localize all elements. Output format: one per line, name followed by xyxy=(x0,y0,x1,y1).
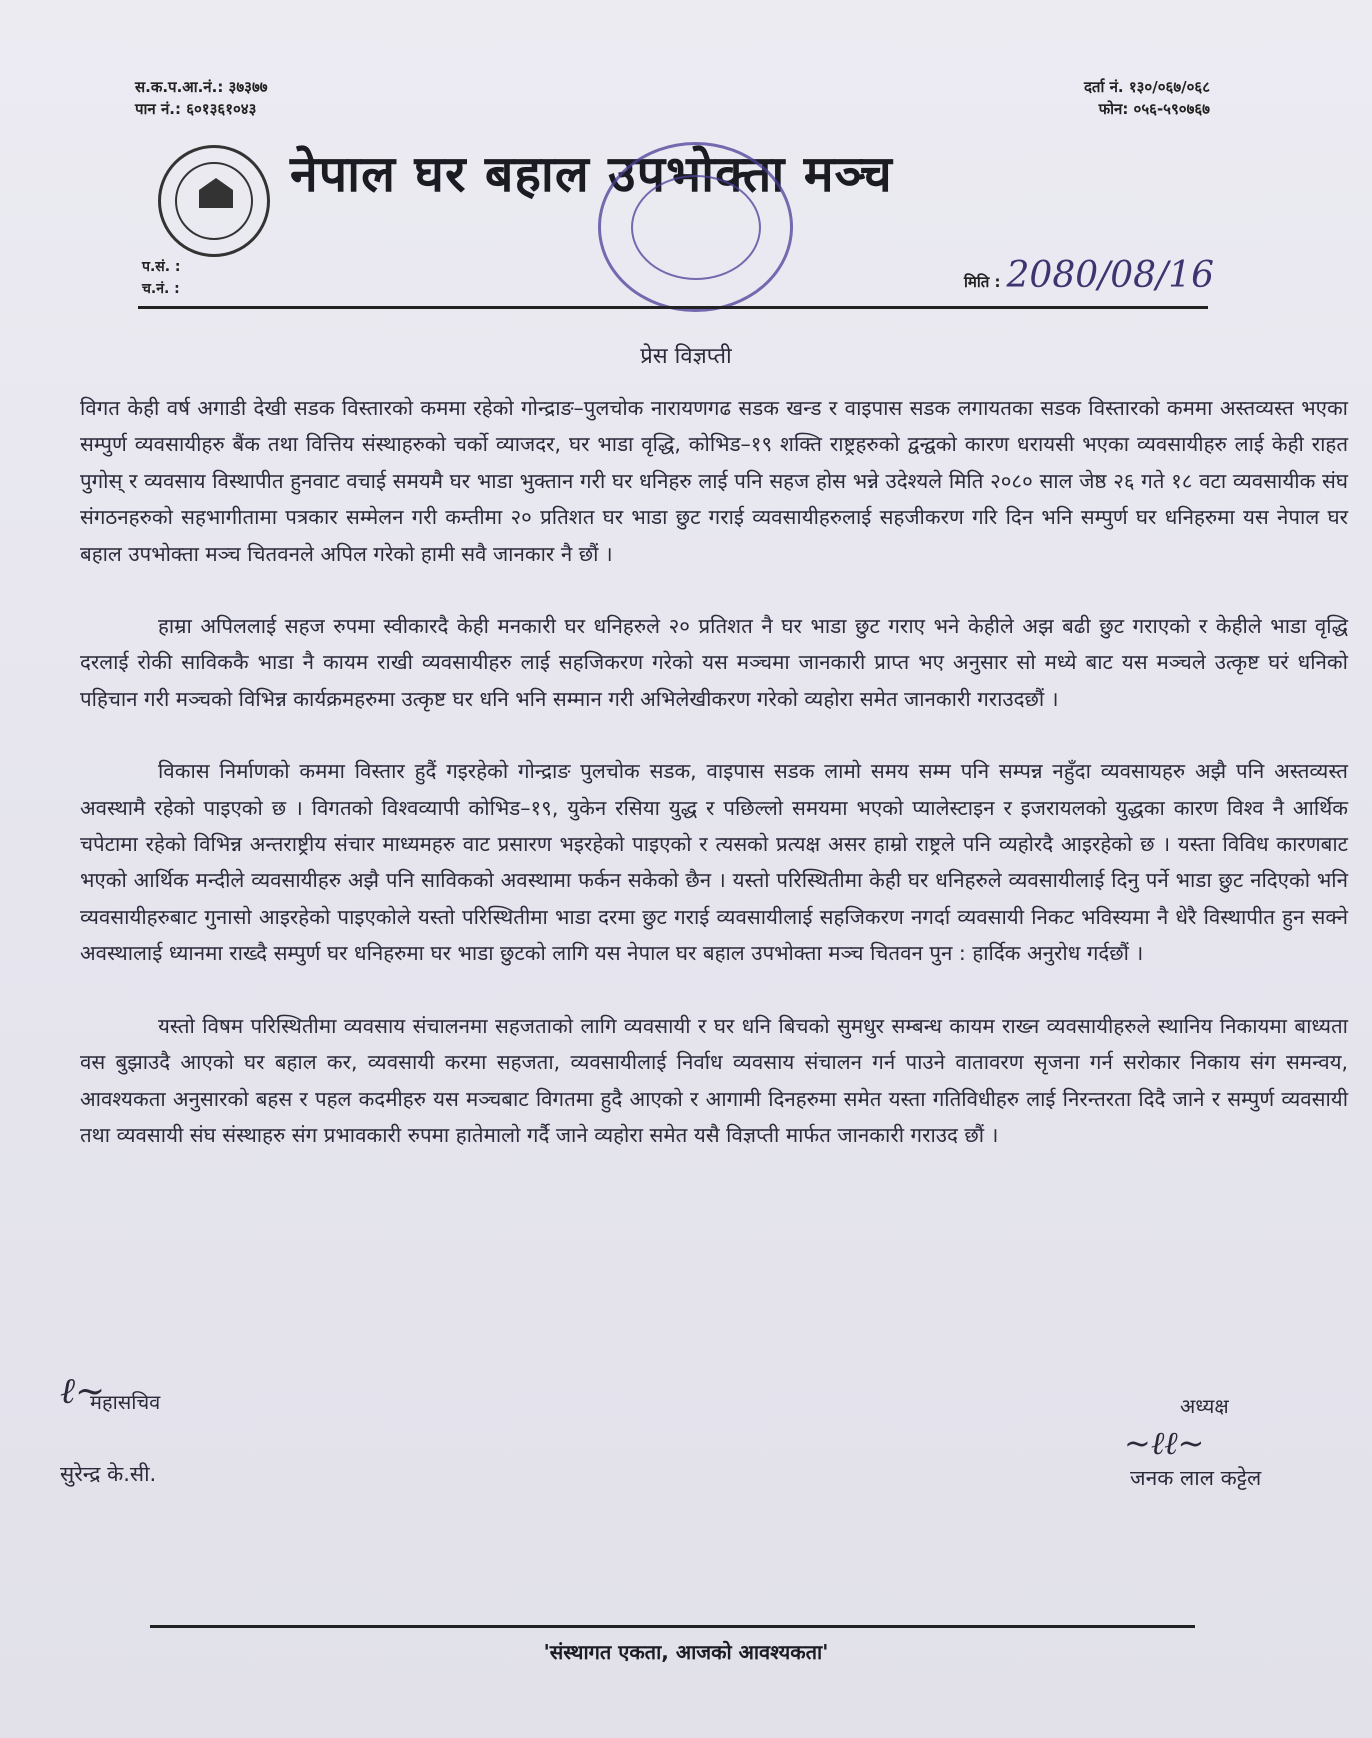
paragraph-3: विकास निर्माणको कममा विस्तार हुदैं गइरहेको गोन्द्राङ पुलचोक सडक, वाइपास सडक लामो समय सम्म पनि सम्पन्न नहुँदा व्यवसायहरु अझै पनि अस्तव्यस्त अवस्थामै रहेको पाइएको छ । विगतको विश्वव्यापी कोभिड–१९, युकेन रसिया युद्ध र पछिल्लो समयमा भएको प्यालेस्टाइन र इजरायलको युद्धका कारण विश्व नै आर्थिक चपेटामा रहेको विभिन्न अन्तराष्ट्रीय संचार माध्यमहरु वाट प्रसारण भइरहेको पाइएको र त्यसको प्रत्यक्ष असर हाम्रो राष्ट्रले पनि व्यहोरदै आइरहेको छ । यस्ता विविध कारणबाट भएको आर्थिक मन्दीले व्यवसायीहरु अझै पनि साविकको अवस्थामा फर्कन सकेको छैन । यस्तो परिस्थितीमा केही घर धनिहरुले व्यवसायीलाई दिनु पर्ने भाडा छुट नदिएको भनि व्यवसायीहरुबाट गुनासो आइरहेको पाइएकोले यस्तो परिस्थितीमा भाडा दरमा छुट गराई व्यवसायीलाई सहजिकरण नगर्दा व्यवसायी निकट भविस्यमा नै धेरै विस्थापीत हुन सक्ने अवस्थालाई ध्यानमा राख्दै सम्पुर्ण घर धनिहरुमा घर भाडा छुटको लागि यस नेपाल घर बहाल उपभोक्ता मञ्च चितवन पुन : हार्दिक अनुरोध गर्दछौं । xyxy=(80,759,1348,966)
office-stamp xyxy=(598,142,793,312)
date-handwritten-value: 2080/08/16 xyxy=(1006,255,1215,296)
signature-scribble: ℓ~ xyxy=(60,1371,106,1412)
seal-inner-ring xyxy=(175,162,253,240)
patra-sankhya-field: प.सं. : xyxy=(142,259,181,275)
registration-info xyxy=(135,76,268,120)
footer-motto: 'संस्थागत एकता, आजको आवश्यकता' xyxy=(543,1640,829,1664)
contact-info xyxy=(1084,76,1210,120)
reference-fields xyxy=(142,256,181,300)
date-field xyxy=(964,255,1214,296)
registration-number: स.क.प.आ.नं.: ३७३७७ xyxy=(135,78,268,96)
president-signature-block xyxy=(1120,1392,1330,1502)
paragraph-2: हाम्रा अपिललाई सहज रुपमा स्वीकारदै केही मनकारी घर धनिहरुले २० प्रतिशत नै घर भाडा छुट गराए भने केहीले अझ बढी छुट गराएको र केहीले भाडा वृद्धि दरलाई रोकी साविककै भाडा नै कायम राखी व्यवसायीहरु लाई सहजिकरण गरेको यस मञ्चमा जानकारी प्राप्त भए अनुसार सो मध्ये बाट यस मञ्चले उत्कृष्ट घरं धनिको पहिचान गरी मञ्चको विभिन्न कार्यक्रमहरुमा उत्कृष्ट घर धनि भनि सम्मान गरी अभिलेखीकरण गरेको व्यहोरा समेत जानकारी गराउदछौं । xyxy=(80,614,1348,711)
date-label: मिति : xyxy=(964,273,1001,291)
general-secretary-role: महासचिव xyxy=(90,1390,161,1414)
signature-scribble: ~ℓℓ~ xyxy=(1124,1424,1205,1462)
pan-number: पान नं.: ६०१३६१०४३ xyxy=(135,100,257,118)
president-name: जनक लाल कट्टेल xyxy=(1130,1466,1262,1490)
paragraph-1: विगत केही वर्ष अगाडी देखी सडक विस्तारको कममा रहेको गोन्द्राङ–पुलचोक नारायणगढ सडक खन्ड र वाइपास सडक लगायतका सडक विस्तारको कममा अस्तव्यस्त भएका सम्पुर्ण व्यवसायीहरु बैंक तथा वित्तिय संस्थाहरुको चर्को व्याजदर, घर भाडा वृद्धि, कोभिड–१९ शक्ति राष्ट्रहरुको द्वन्द्वको कारण धरायसी भएका व्यवसायीहरु लाई केही राहत पुगोस् र व्यवसाय विस्थापीत हुनवाट वचाई समयमै घर भाडा भुक्तान गरी घर धनिहरु लाई पनि सहज होस भन्ने उदेश्यले मिति २०८० साल जेष्ठ २६ गते १८ वटा व्यवसायीक संघ संगठनहरुको सहभागीतामा पत्रकार सम्मेलन गरी कम्तीमा २० प्रतिशत घर भाडा छुट गराई व्यवसायीहरुलाई सहजीकरण गरि दिन भनि सम्पुर्ण घर धनिहरुमा यस नेपाल घर बहाल उपभोक्ता मञ्च चितवनले अपिल गरेको हामी सवै जानकार नै छौं । xyxy=(80,396,1348,566)
notice-title: प्रेस विज्ञप्ती xyxy=(640,344,732,369)
phone-number: फोन: ०५६-५९०७६७ xyxy=(1098,100,1210,118)
darta-number: दर्ता नं. १३०/०६७/०६८ xyxy=(1083,78,1210,96)
header-divider xyxy=(138,306,1208,309)
paragraph-4: यस्तो विषम परिस्थितीमा व्यवसाय संचालनमा सहजताको लागि व्यवसायी र घर धनि बिचको सुमधुर सम्बन्ध कायम राख्न व्यवसायीहरुले स्थानिय निकायमा बाध्यता वस बुझाउदै आएको घर बहाल कर, व्यवसायी करमा सहजता, व्यवसायीलाई निर्वाध व्यवसाय संचालन गर्न पाउने वातावरण सृजना गर्न सरोकार निकाय संग समन्वय, आवश्यकता अनुसारको बहस र पहल कदमीहरु यस मञ्चबाट विगतमा हुदै आएको र आगामी दिनहरुमा समेत यस्ता गतिविधीहरु लाई निरन्तरता दिदै जाने र सम्पुर्ण व्यवसायी तथा व्यवसायी संघ संस्थाहरु संग प्रभावकारी रुपमा हातेमालो गर्दै जाने व्यहोरा समेत यसै विज्ञप्ती मार्फत जानकारी गराउद छौं । xyxy=(80,1013,1348,1147)
general-secretary-name: सुरेन्द्र के.सी. xyxy=(60,1462,157,1486)
general-secretary-signature-block xyxy=(60,1370,260,1490)
organization-seal-logo xyxy=(158,145,270,257)
president-role: अध्यक्ष xyxy=(1180,1394,1229,1418)
house-icon xyxy=(199,178,233,208)
organization-name: नेपाल घर बहाल उपभोक्ता मञ्च xyxy=(290,145,893,203)
footer-divider xyxy=(150,1625,1195,1628)
notice-body xyxy=(80,390,1348,1189)
chalani-number-field: च.नं. : xyxy=(142,281,180,297)
stamp-inner-ring xyxy=(631,175,761,280)
